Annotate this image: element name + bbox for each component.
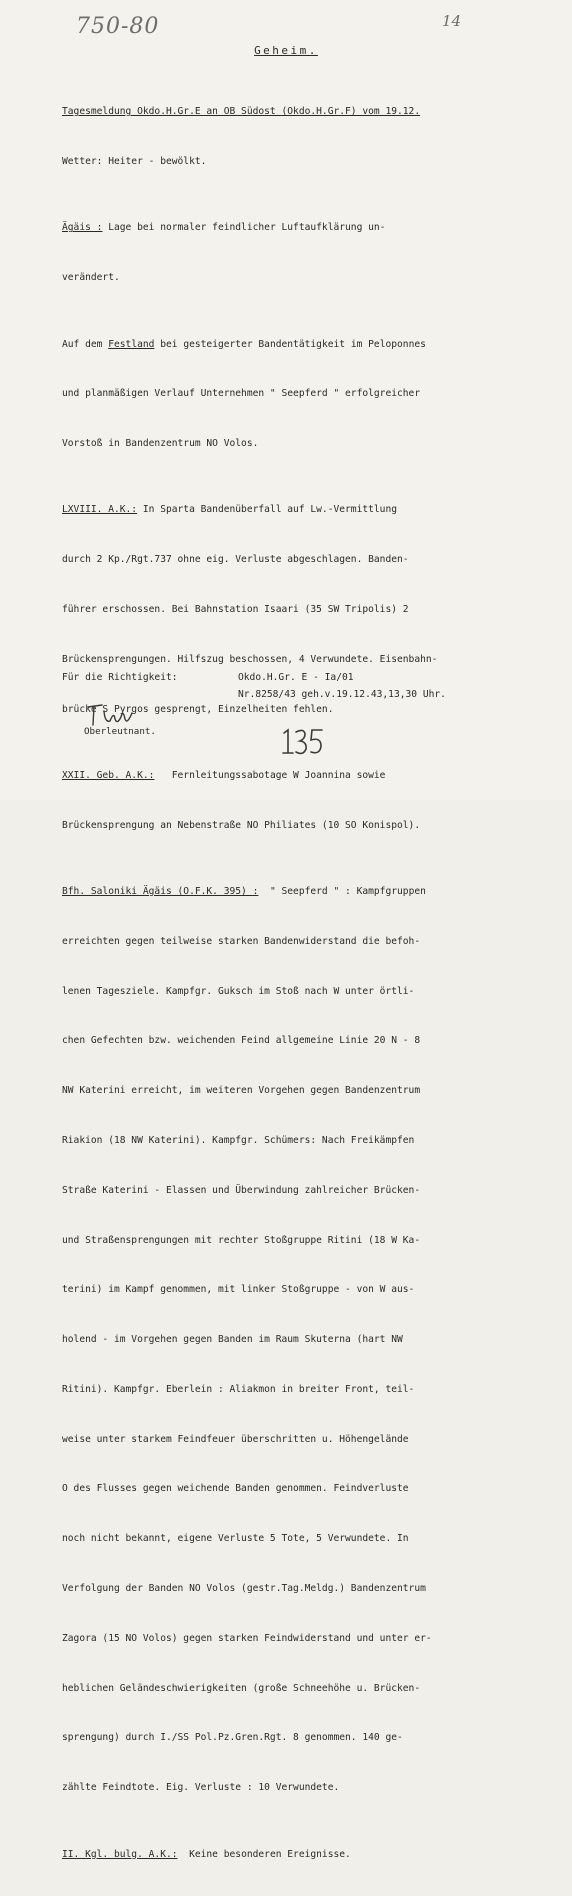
bfh-line: zählte Feindtote. Eig. Verluste : 10 Verwundete. <box>62 1782 340 1794</box>
bfh-line: chen Gefechten bzw. weichenden Feind allgemeine Linie 20 N - 8 <box>62 1035 421 1047</box>
classification-title: Geheim. <box>254 44 318 57</box>
lxviii-line: brücke S Pyrgos gesprengt, Einzelheiten fehlen. <box>62 703 334 715</box>
bfh-line: sprengung) durch I./SS Pol.Pz.Gren.Rgt. 8 genommen. 140 ge- <box>62 1732 403 1744</box>
aegaeis-line-1: Ägäis : Lage bei normaler feindlicher Luftaufklärung un- <box>62 222 386 234</box>
xxii-label: XXII. Geb. A.K.: <box>62 769 155 781</box>
ii-corps-line: II. Kgl. bulg. A.K.: Keine besonderen Ereignisse. <box>62 1848 351 1860</box>
bfh-line: erreichten gegen teilweise starken Bandenwiderstand die befoh- <box>62 935 421 947</box>
bfh-line: Riakion (18 NW Katerini). Kampfgr. Schümers: Nach Freikämpfen <box>62 1135 415 1146</box>
report-heading: Tagesmeldung Okdo.H.Gr.E an OB Südost (Okdo.H.Gr.F) vom 19.12. <box>62 106 421 118</box>
bfh-line: NW Katerini erreicht, im weiteren Vorgehen gegen Bandenzentrum <box>62 1085 421 1097</box>
festland-line-2: und planmäßigen Verlauf Unternehmen " Seepferd " erfolgreicher <box>62 388 421 400</box>
bfh-line: heblichen Geländeschwierigkeiten (große Schneehöhe u. Brücken- <box>62 1682 421 1694</box>
aegaeis-line-2: verändert. <box>62 272 120 284</box>
festland-label: Festland <box>108 338 155 350</box>
certification-label: Für die Richtigkeit: <box>62 672 178 683</box>
lxviii-label: LXVIII. A.K.: <box>62 504 138 516</box>
bfh-line: holend - im Vorgehen gegen Banden im Raum Skuterna (hart NW <box>62 1334 403 1346</box>
bfh-label: Bfh. Saloniki Ägäis (O.F.K. 395) : <box>62 886 259 898</box>
bfh-line-1: Bfh. Saloniki Ägäis (O.F.K. 395) : " Seepferd " : Kampfgruppen <box>62 886 426 898</box>
aegaeis-label: Ägäis : <box>62 222 103 234</box>
pencil-page-number: 14 <box>442 12 462 30</box>
document-number: Nr.8258/43 geh.v.19.12.43,13,30 Uhr. <box>238 689 446 700</box>
bfh-line: weise unter starkem Feindfeuer überschritten u. Höhengelände <box>62 1433 409 1445</box>
ii-corps-label: II. Kgl. bulg. A.K.: <box>62 1848 178 1860</box>
bfh-line: Verfolgung der Banden NO Volos (gestr.Tag.Meldg.) Bandenzentrum <box>62 1583 426 1595</box>
issuing-office: Okdo.H.Gr. E - Ia/01 <box>238 672 354 683</box>
lxviii-line-1: LXVIII. A.K.: In Sparta Bandenüberfall auf Lw.-Vermittlung <box>62 504 398 516</box>
bfh-line: Straße Katerini - Elassen und Überwindung zahlreicher Brücken- <box>62 1184 421 1196</box>
lxviii-line: führer erschossen. Bei Bahnstation Isaari (35 SW Tripolis) 2 <box>62 604 409 615</box>
festland-line-3: Vorstoß in Bandenzentrum NO Volos. <box>62 438 259 450</box>
bfh-line: noch nicht bekannt, eigene Verluste 5 Tote, 5 Verwundete. In <box>62 1533 409 1545</box>
pencil-reference-number: 750-80 <box>76 14 160 39</box>
xxii-line-1: XXII. Geb. A.K.: Fernleitungssabotage W Joannina sowie <box>62 769 386 781</box>
bfh-line: lenen Tagesziele. Kampfgr. Guksch im Stoß nach W unter örtli- <box>62 985 415 997</box>
weather-line: Wetter: Heiter - bewölkt. <box>62 155 207 167</box>
xxii-line: Brückensprengung an Nebenstraße NO Philiates (10 SO Konispol). <box>62 819 421 831</box>
handwritten-page-number <box>278 725 328 759</box>
bfh-line: Ritini). Kampfgr. Eberlein : Aliakmon in breiter Front, teil- <box>62 1383 415 1395</box>
bfh-line: terini) im Kampf genommen, mit linker Stoßgruppe - von W aus- <box>62 1284 415 1296</box>
bfh-line: Zagora (15 NO Volos) gegen starken Feindwiderstand und unter er- <box>62 1632 432 1644</box>
bfh-line: O des Flusses gegen weichende Banden genommen. Feindverluste <box>62 1483 409 1495</box>
bfh-line: und Straßensprengungen mit rechter Stoßgruppe Ritini (18 W Ka- <box>62 1234 421 1246</box>
lxviii-line: Brückensprengungen. Hilfszug beschossen, 4 Verwundete. Eisenbahn- <box>62 653 438 665</box>
report-body <box>62 71 562 1896</box>
lxviii-line: durch 2 Kp./Rgt.737 ohne eig. Verluste abgeschlagen. Banden- <box>62 554 409 566</box>
festland-line-1: Auf dem Festland bei gesteigerter Bandentätigkeit im Peloponnes <box>62 338 426 350</box>
signatory-rank: Oberleutnant. <box>84 726 156 737</box>
